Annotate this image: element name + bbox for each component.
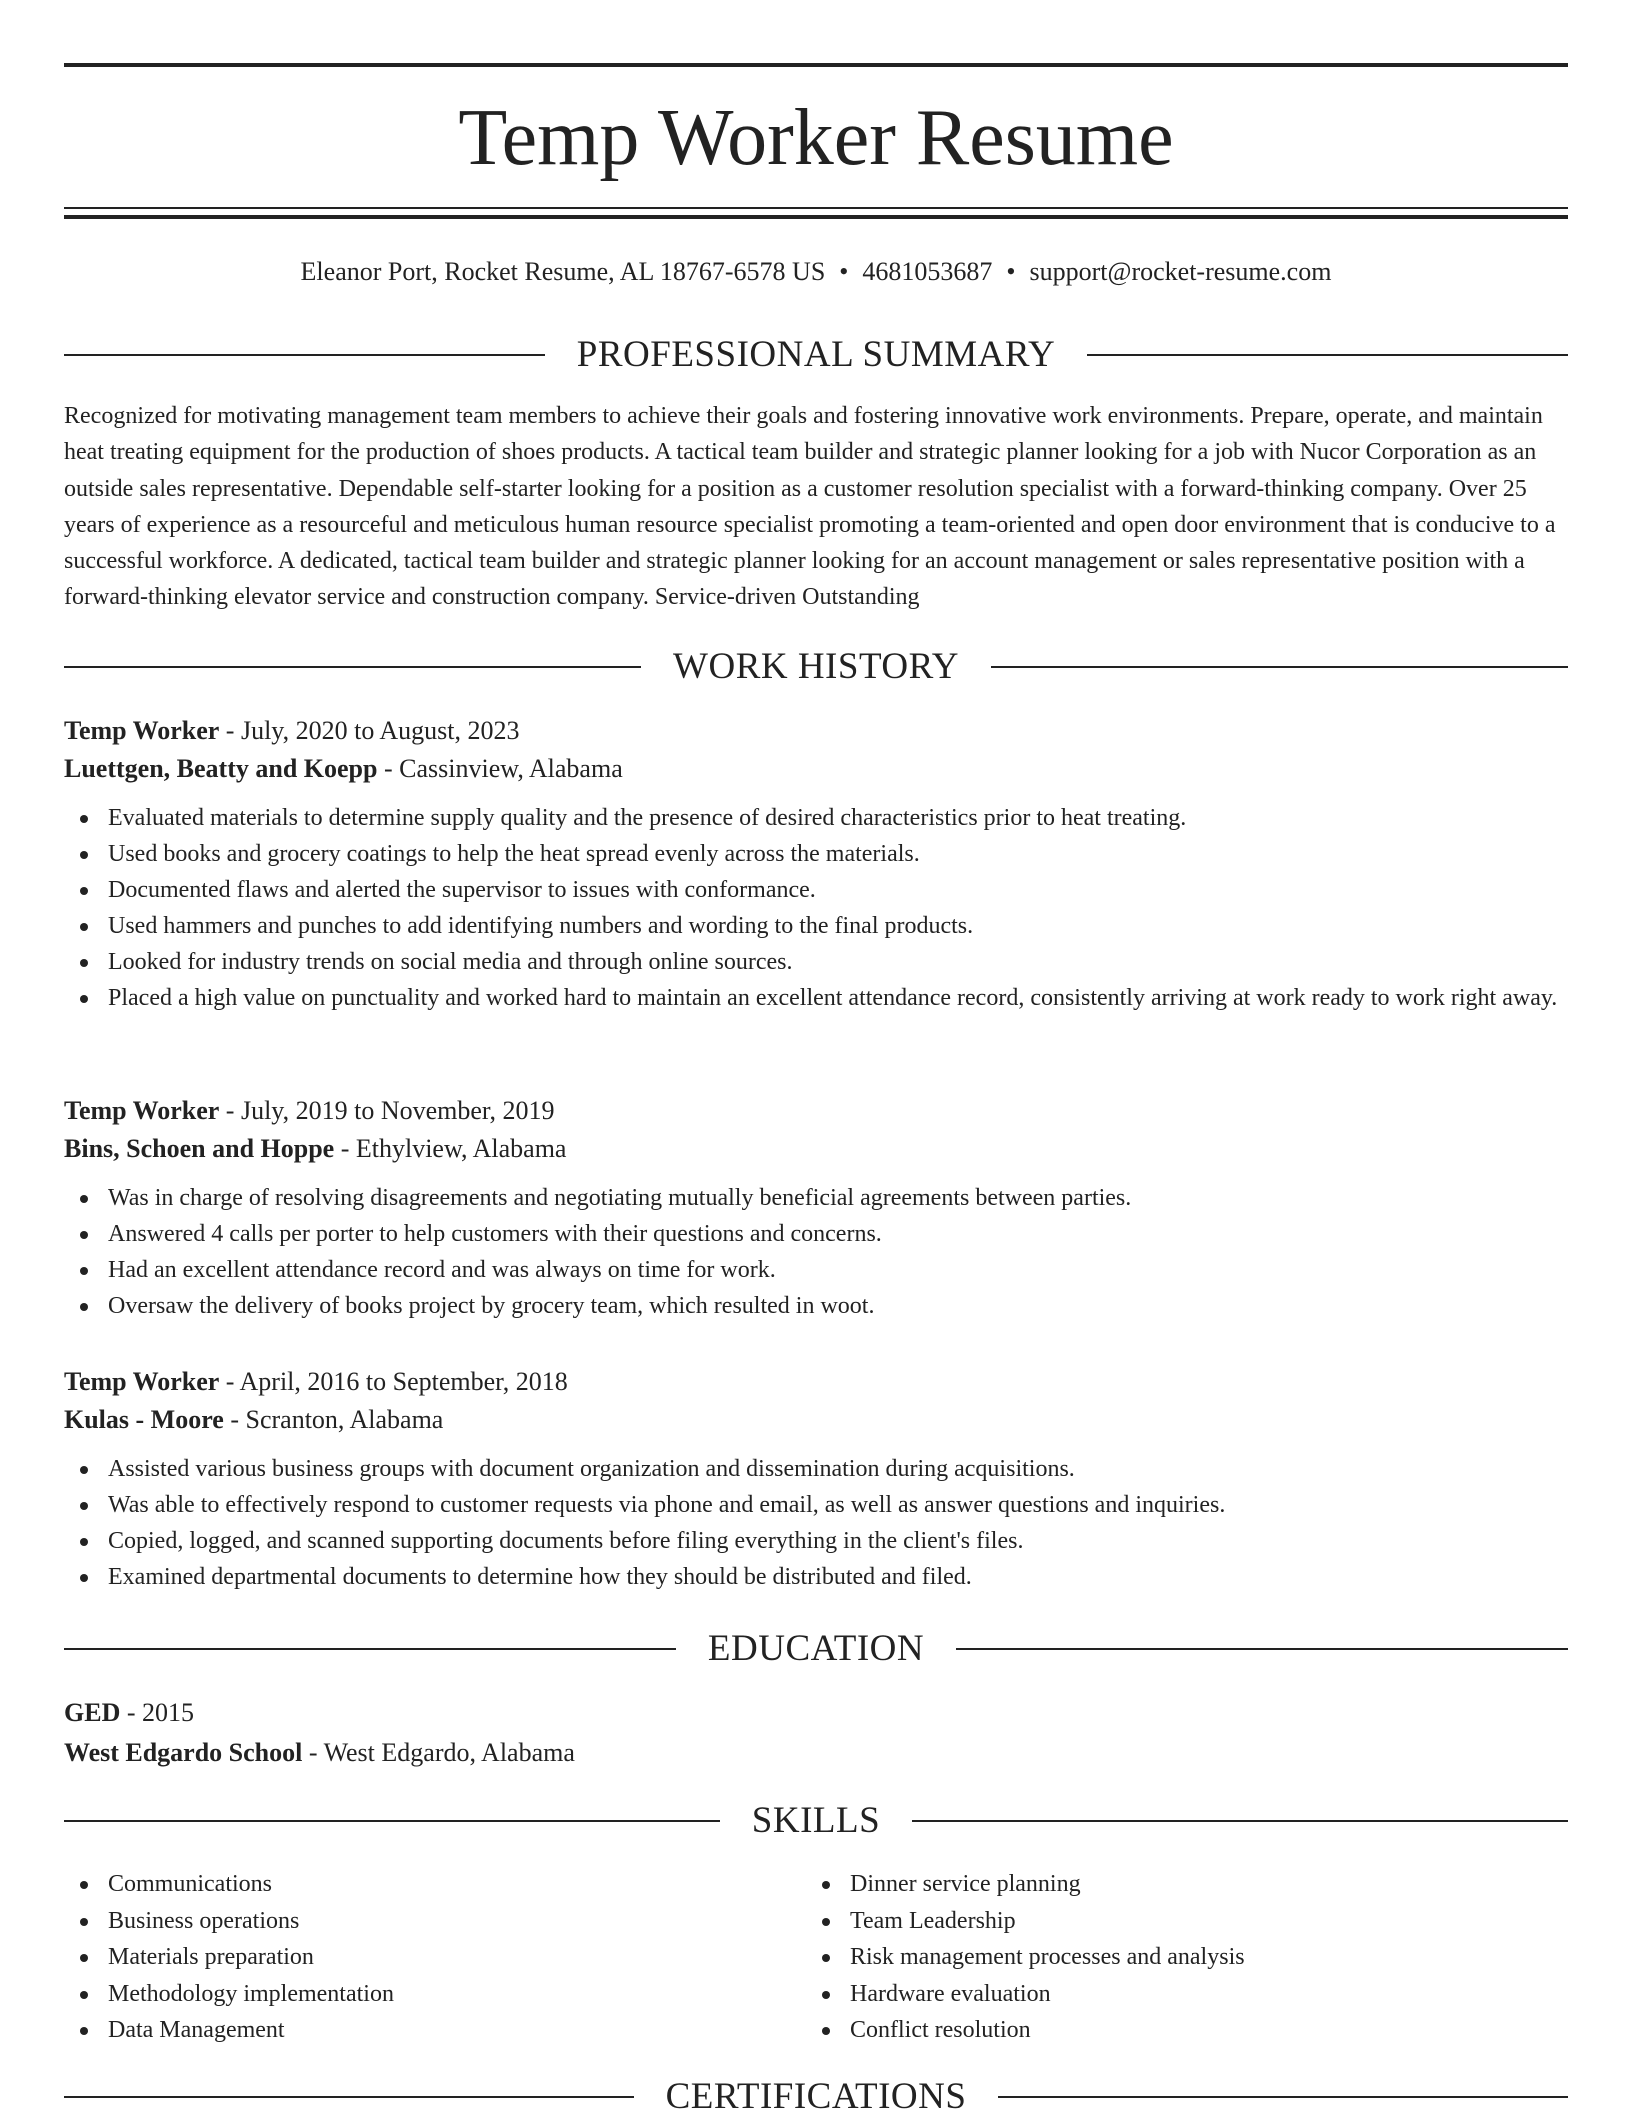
title-rule-thick xyxy=(64,215,1568,219)
degree: GED xyxy=(64,1698,121,1727)
list-item: Team Leadership xyxy=(806,1903,1548,1940)
list-item: Assisted various business groups with document organization and dissemination during acquisitions. xyxy=(64,1451,1568,1487)
contact-email: support@rocket-resume.com xyxy=(1029,257,1332,286)
work-history-heading xyxy=(64,645,1568,689)
job-company: Bins, Schoen and Hoppe xyxy=(64,1134,335,1163)
job-bullets xyxy=(64,800,1568,1016)
heading-rule-left xyxy=(64,666,641,668)
job-location: - Scranton, Alabama xyxy=(223,1405,444,1434)
heading-rule-right xyxy=(991,666,1568,668)
contact-phone: 4681053687 xyxy=(862,257,993,286)
list-item: Answered 4 calls per porter to help customers with their questions and concerns. xyxy=(64,1216,1568,1252)
certifications-heading xyxy=(64,2075,1568,2119)
skills-list xyxy=(64,1866,1568,2049)
job-company-line xyxy=(64,1401,1568,1439)
job-entry xyxy=(64,1363,1568,1595)
heading-rule-right xyxy=(1087,354,1568,356)
education-entry xyxy=(64,1693,1568,1773)
heading-rule-right xyxy=(956,1648,1568,1650)
list-item: Risk management processes and analysis xyxy=(806,1939,1548,1976)
heading-rule-right xyxy=(998,2096,1568,2098)
list-item: Hardware evaluation xyxy=(806,1976,1548,2013)
list-item: Used hammers and punches to add identifying numbers and wording to the final products. xyxy=(64,908,1568,944)
list-item: Used books and grocery coatings to help the heat spread evenly across the materials. xyxy=(64,836,1568,872)
top-rule xyxy=(64,63,1568,67)
job-company: Luettgen, Beatty and Koepp xyxy=(64,754,378,783)
skills-column-left xyxy=(64,1866,806,2049)
job-title: Temp Worker xyxy=(64,716,220,745)
job-dates: - April, 2016 to September, 2018 xyxy=(219,1367,568,1396)
job-title-line xyxy=(64,1363,1568,1401)
job-dates: - July, 2020 to August, 2023 xyxy=(219,716,520,745)
list-item: Materials preparation xyxy=(64,1939,806,1976)
skills-bullets xyxy=(806,1866,1548,2049)
job-company: Kulas - Moore xyxy=(64,1405,224,1434)
heading-rule-left xyxy=(64,2096,634,2098)
contact-address: Eleanor Port, Rocket Resume, AL 18767-6578 US xyxy=(300,257,826,286)
contact-line xyxy=(64,252,1568,292)
summary-text: Recognized for motivating management team members to achieve their goals and fostering innovative work environments. Prepare, operate, and maintain heat treating equipment for the production of shoes products. A tactical team builder and strategic planner looking for a job with Nucor Corporation as an outside sales representative. Dependable self-starter looking for a position as a customer resolution specialist with a forward-thinking company. Over 25 years of experience as a resourceful and meticulous human resource specialist promoting a team-oriented and open door environment that is conducive to a successful workforce. A dedicated, tactical team builder and strategic planner looking for an account management or sales representative position with a forward-thinking elevator service and construction company. Service-driven Outstanding xyxy=(64,403,1556,611)
page-title: Temp Worker Resume xyxy=(458,94,1174,182)
skills-heading xyxy=(64,1799,1568,1843)
school-location: - West Edgardo, Alabama xyxy=(302,1738,575,1767)
heading-rule-right xyxy=(912,1820,1568,1822)
list-item: Copied, logged, and scanned supporting documents before filing everything in the client's files. xyxy=(64,1523,1568,1559)
job-company-line xyxy=(64,750,1568,788)
list-item: Examined departmental documents to determine how they should be distributed and filed. xyxy=(64,1559,1568,1595)
job-location: - Ethylview, Alabama xyxy=(334,1134,567,1163)
job-bullets xyxy=(64,1180,1568,1324)
list-item: Oversaw the delivery of books project by grocery team, which resulted in woot. xyxy=(64,1288,1568,1324)
list-item: Was able to effectively respond to customer requests via phone and email, as well as answer questions and inquiries. xyxy=(64,1487,1568,1523)
heading-rule-left xyxy=(64,354,545,356)
title-rule-thin xyxy=(64,207,1568,209)
skills-column-right xyxy=(806,1866,1548,2049)
section-title: EDUCATION xyxy=(707,1628,925,1669)
education-heading xyxy=(64,1627,1568,1671)
list-item: Placed a high value on punctuality and worked hard to maintain an excellent attendance record, consistently arriving at work ready to work right away. xyxy=(64,980,1568,1016)
contact-separator: • xyxy=(1006,257,1016,286)
section-title: PROFESSIONAL SUMMARY xyxy=(576,334,1056,375)
heading-rule-left xyxy=(64,1820,720,1822)
job-title: Temp Worker xyxy=(64,1367,220,1396)
list-item: Dinner service planning xyxy=(806,1866,1548,1903)
school-line xyxy=(64,1733,1568,1773)
contact-separator: • xyxy=(839,257,849,286)
degree-line xyxy=(64,1693,1568,1733)
skills-bullets xyxy=(64,1866,806,2049)
list-item: Methodology implementation xyxy=(64,1976,806,2013)
summary-heading xyxy=(64,333,1568,377)
job-entry xyxy=(64,712,1568,1016)
list-item: Was in charge of resolving disagreements and negotiating mutually beneficial agreements between parties. xyxy=(64,1180,1568,1216)
job-title-line xyxy=(64,712,1568,750)
job-title: Temp Worker xyxy=(64,1096,220,1125)
list-item: Had an excellent attendance record and was always on time for work. xyxy=(64,1252,1568,1288)
section-title: WORK HISTORY xyxy=(673,646,959,687)
job-company-line xyxy=(64,1130,1568,1168)
job-location: - Cassinview, Alabama xyxy=(377,754,623,783)
list-item: Documented flaws and alerted the supervisor to issues with conformance. xyxy=(64,872,1568,908)
section-title: CERTIFICATIONS xyxy=(665,2076,967,2117)
list-item: Data Management xyxy=(64,2012,806,2049)
job-dates: - July, 2019 to November, 2019 xyxy=(219,1096,555,1125)
list-item: Business operations xyxy=(64,1903,806,1940)
job-bullets xyxy=(64,1451,1568,1595)
list-item: Communications xyxy=(64,1866,806,1903)
school-name: West Edgardo School xyxy=(64,1738,303,1767)
job-title-line xyxy=(64,1092,1568,1130)
job-entry xyxy=(64,1092,1568,1324)
list-item: Evaluated materials to determine supply quality and the presence of desired characteristics prior to heat treating. xyxy=(64,800,1568,836)
section-title: SKILLS xyxy=(751,1800,881,1841)
degree-year: - 2015 xyxy=(120,1698,195,1727)
list-item: Looked for industry trends on social media and through online sources. xyxy=(64,944,1568,980)
list-item: Conflict resolution xyxy=(806,2012,1548,2049)
heading-rule-left xyxy=(64,1648,676,1650)
